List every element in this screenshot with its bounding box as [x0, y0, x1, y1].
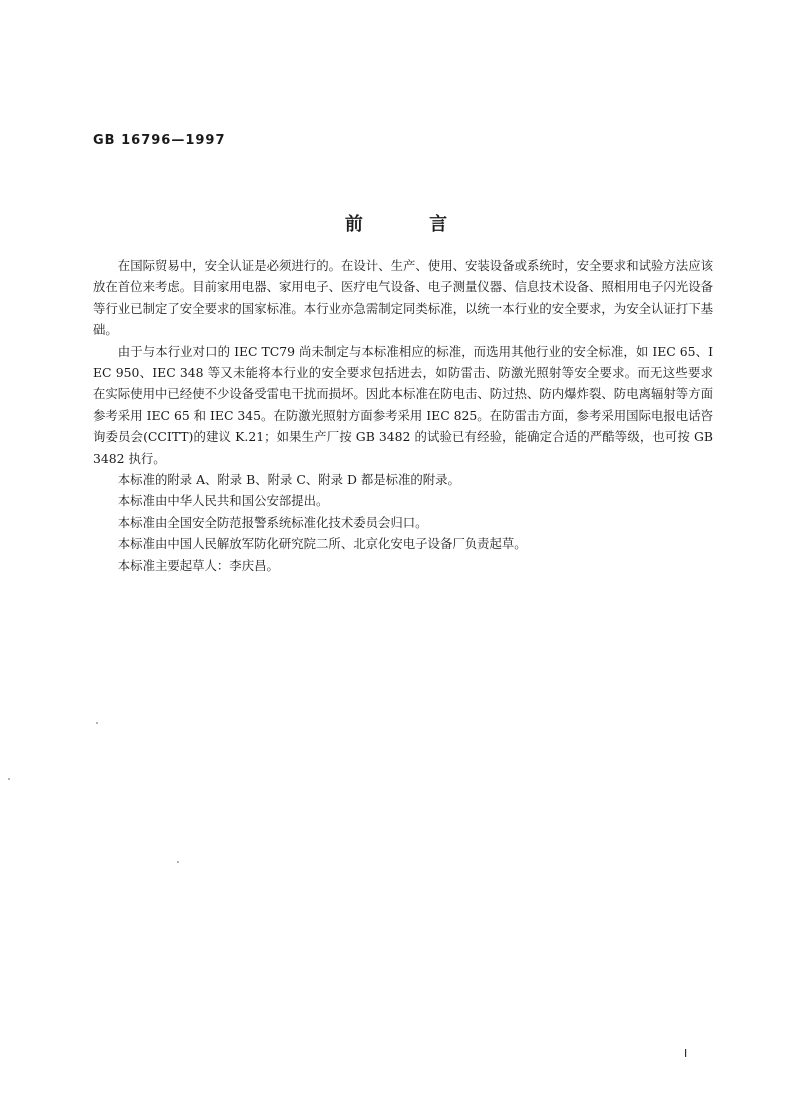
paragraph-drafting-units: 本标准由中国人民解放军防化研究院二所、北京化安电子设备厂负责起草。	[117, 536, 527, 552]
page-number: I	[684, 1047, 688, 1060]
scan-speck	[96, 722, 98, 724]
standard-code: GB 16796—1997	[93, 133, 226, 148]
foreword-body	[93, 255, 713, 576]
paragraph-drafter: 本标准主要起草人：李庆昌。	[117, 557, 279, 573]
paragraph-proposer: 本标准由中华人民共和国公安部提出。	[117, 493, 329, 509]
paragraph-reference-standards: 由于与本行业对口的 IEC TC79 尚未制定与本标准相应的标准，而选用其他行业的安全标准，如 IEC 65、IEC 950、IEC 348 等又未能将本行业的安全要求包括进去，如防雷击、防激光照射等安全要求。而无这些要求在实际使用中已经使不少设备受雷电干扰而损坏。因此本标准在防电击、防过热、防内爆炸裂、防电离辐射等方面参考采用 IEC 65 和 IEC 345。在防激光照射方面参考采用 IEC 825。在防雷击方面，参考采用国际电报电话咨询委员会(CCITT)的建议 K.21；如果生产厂按 GB 3482 的试验已有经验，能确定合适的严酷等级，也可按 GB 3482 执行。	[93, 343, 713, 466]
paragraph-appendices: 本标准的附录 A、附录 B、附录 C、附录 D 都是标准的附录。	[117, 472, 460, 488]
page-title: 前 言	[344, 214, 478, 235]
paragraph-committee: 本标准由全国安全防范报警系统标准化技术委员会归口。	[117, 514, 428, 530]
scan-speck	[8, 778, 10, 780]
paragraph-certification: 在国际贸易中，安全认证是必须进行的。在设计、生产、使用、安装设备或系统时，安全要求和试验方法应该放在首位来考虑。目前家用电器、家用电子、医疗电气设备、电子测量仪器、信息技术设备、照相用电子闪光设备等行业已制定了安全要求的国家标准。本行业亦急需制定同类标准，以统一本行业的安全要求，为安全认证打下基础。	[93, 258, 713, 338]
scan-speck	[177, 861, 179, 863]
